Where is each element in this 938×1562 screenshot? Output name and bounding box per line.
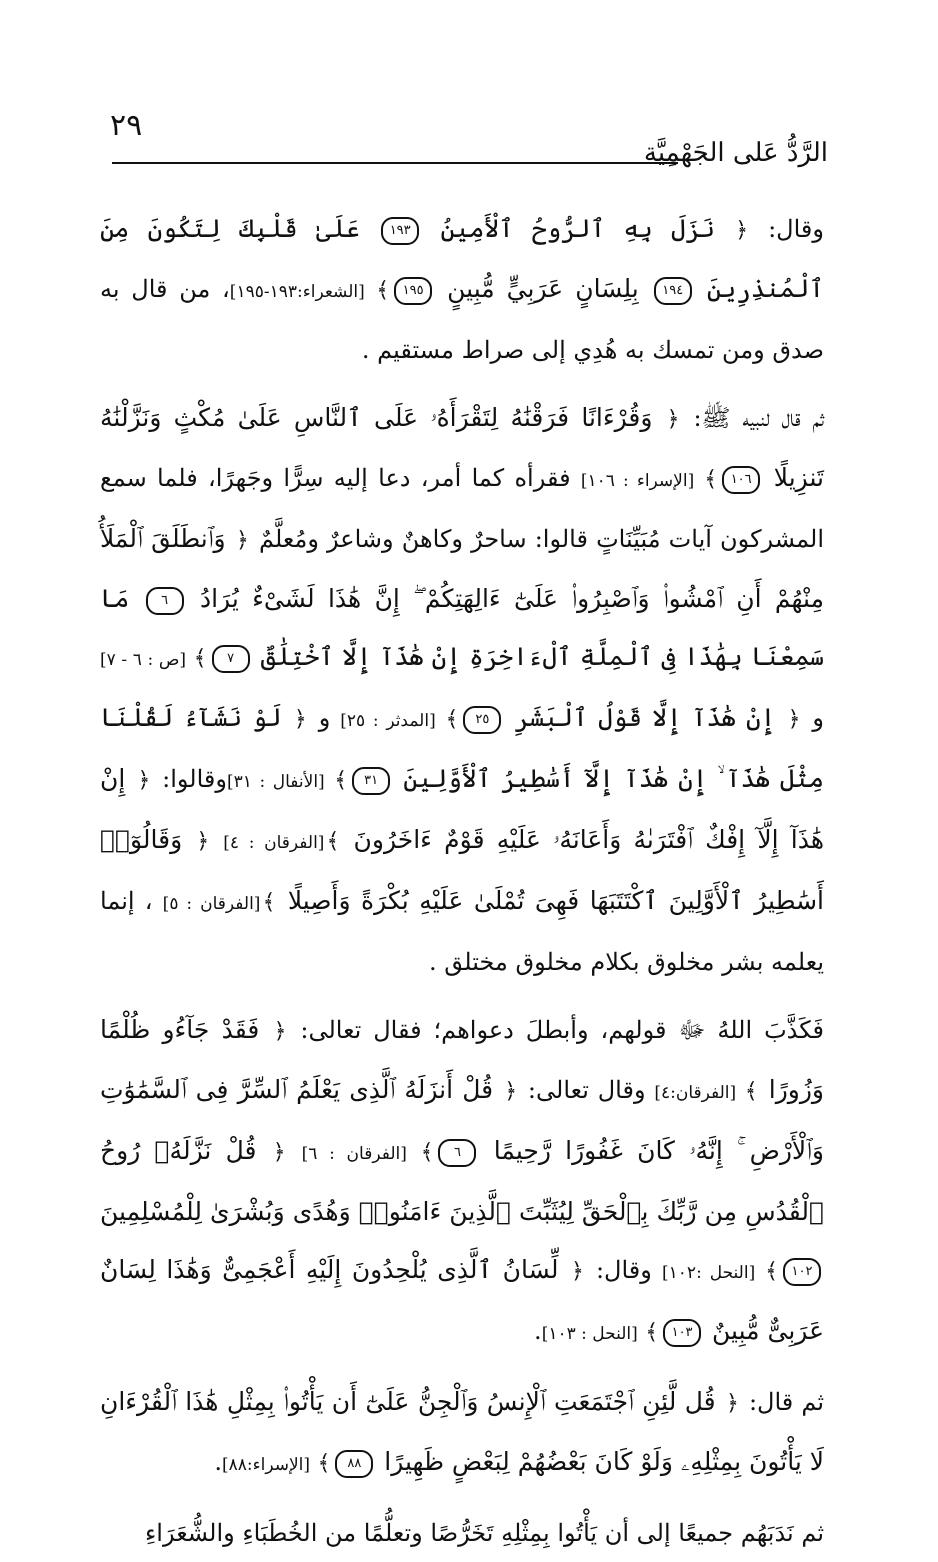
verse-reference: [الأنفال : ٣١]	[226, 772, 333, 792]
ayah-number-marker: ٣١	[352, 767, 390, 795]
prose-text	[288, 1137, 302, 1165]
prose-text: ، من قال به صدق ومن تمسك به هُدِي إلى صراط مستقيم .	[100, 275, 824, 364]
quran-bracket: ﴿	[293, 707, 307, 732]
paragraph-2	[100, 389, 824, 991]
prose-text: وقالوا:	[152, 765, 227, 793]
paragraph-1	[100, 200, 824, 379]
verse-reference: [الفرقان : ٦]	[301, 1144, 419, 1164]
ayah-number-marker: ١٠٣	[663, 1319, 701, 1347]
ayah-number-marker: ٦	[146, 587, 184, 615]
ayah-number-marker: ١٩٤	[654, 277, 692, 305]
quran-verse: قُلْ أَنزَلَهُ ٱلَّذِى يَعْلَمُ ٱلسِّرَّ فِى ٱلسَّمَٰوَٰتِ وَٱلْأَرْضِ ۚ إِنَّهُۥ كَانَ غَفُورًا رَّحِيمًا	[100, 1075, 824, 1165]
prose-text: .	[534, 1317, 542, 1345]
prose-text: ، إنما يعلمه بشر مخلوق بكلام مخلوق مختلق .	[100, 887, 824, 976]
quran-verse: قُلْ نَزَّلَهُۥ رُوحُ ٱلْقُدُسِ مِن رَّبِّكَ بِٱلْحَقِّ لِيُثَبِّتَ ٱلَّذِينَ ءَامَنُوا۟ وَهُدًى وَبُشْرَىٰ لِلْمُسْلِمِينَ	[100, 1136, 824, 1226]
quran-bracket: ﴾	[326, 829, 340, 854]
verse-reference: [المدثر : ٢٥]	[340, 711, 444, 731]
quran-bracket: ﴿	[787, 707, 801, 732]
quran-verse: فَقَدْ جَآءُو ظُلْمًا وَزُورًا	[100, 1015, 825, 1104]
verse-reference: [الفرقان : ٥]	[162, 894, 261, 914]
quran-bracket: ﴿	[726, 1391, 739, 1416]
quran-verse: وَقَالُوٓا۟ أَسَٰطِيرُ ٱلْأَوَّلِينَ ٱكْتَتَبَهَا فَهِىَ تُمْلَىٰ عَلَيْهِ بُكْرَةً وَأَصِيلًا	[100, 825, 824, 915]
ayah-number-marker: ٨٨	[335, 1450, 373, 1478]
quran-verse: إِنْ هَٰذَآ إِلَّآ إِفْكٌ ٱفْتَرَىٰهُ وَأَعَانَهُۥ عَلَيْهِ قَوْمٌ ءَاخَرُونَ	[100, 764, 825, 854]
quran-bracket: ﴿	[272, 1140, 286, 1165]
quran-verse: مَا سَمِعْنَا بِهَٰذَا فِى ٱلْمِلَّةِ ٱلْءَاخِرَةِ إِنْ هَٰذَآ إِلَّا ٱخْتِلَٰقٌ	[100, 584, 825, 671]
paragraph-5	[100, 1504, 824, 1562]
quran-bracket: ﴾	[744, 1079, 758, 1104]
page-number: ٢٩	[110, 108, 143, 143]
verse-reference: [الإسراء:٨٨]	[222, 1455, 316, 1475]
quran-verse: لِّسَانُ ٱلَّذِى يُلْحِدُونَ إِلَيْهِ أَعْجَمِىٌّ وَهَٰذَا لِسَانٌ عَرَبِىٌّ مُّبِينٌ	[100, 1255, 824, 1345]
quran-bracket: ﴿	[235, 528, 249, 553]
quran-bracket: ﴾	[420, 1140, 434, 1165]
prose-text: وقال:	[750, 215, 824, 243]
prose-text: ثم قال:	[740, 1388, 825, 1416]
prose-text: و	[308, 704, 341, 732]
ayah-number-marker: ١٩٥	[394, 277, 432, 305]
prose-text: ثم نَدَبَهُم جميعًا إلى أن يَأْتُوا بِمِثْلِهِ تَخَرُّصًا وتعلُّمًا من الخُطَبَاءِ والشُّعَرَاءِ	[145, 1519, 824, 1547]
prose-text: فَكَذَّبَ اللهُ ﷻ قولهم، وأبطلَ دعواهم؛ فقال تعالى:	[288, 1016, 824, 1044]
quran-bracket: ﴾	[317, 1451, 331, 1476]
prose-text: فقرأه كما أمر، دعا إليه سِرًّا وجَهرًا، فلما سمع المشركون آيات مُبَيِّنَاتٍ قالوا: ساحرٌ وكاهنٌ وشاعرٌ ومُعلَّمٌ	[100, 464, 824, 553]
ayah-number-marker: ٦	[438, 1139, 476, 1167]
verse-reference: [النحل : ١٠٣]	[541, 1324, 644, 1344]
running-header-title: الرَّدُّ عَلى الجَهْمِيَّة	[643, 138, 828, 168]
quran-bracket: ﴾	[445, 707, 459, 732]
header-rule	[112, 162, 678, 164]
quran-verse: قُل لَّئِنِ ٱجْتَمَعَتِ ٱلْإِنسُ وَٱلْجِنُّ عَلَىٰٓ أَن يَأْتُوا۟ بِمِثْلِ هَٰذَا ٱلْقُرْءَانِ لَا يَأْتُونَ بِمِثْلِهِۦ وَلَوْ كَانَ بَعْضُهُمْ لِبَعْضٍ ظَهِيرًا	[100, 1387, 824, 1476]
quran-verse: وَٱنطَلَقَ ٱلْمَلَأُ مِنْهُمْ أَنِ ٱمْشُوا۟ وَٱصْبِرُوا۟ عَلَىٰٓ ءَالِهَتِكُمْ ۖ إِنَّ هَٰذَا لَشَىْءٌ يُرَادُ	[100, 524, 824, 613]
quran-bracket: ﴿	[504, 1079, 518, 1104]
prose-text: وقال:	[585, 1256, 663, 1284]
ayah-number-marker: ١٠٦	[722, 466, 760, 494]
ayah-number-marker: ١٩٣	[381, 217, 419, 245]
prose-text: .	[214, 1448, 222, 1476]
prose-text: و	[802, 704, 824, 732]
quran-bracket: ﴿	[196, 829, 210, 854]
quran-verse: لَوْ نَشَآءُ لَقُلْنَا مِثْلَ هَٰذَآ ۙ إِنْ هَٰذَآ إِلَّآ أَسَٰطِيرُ ٱلْأَوَّلِينَ	[100, 703, 824, 793]
quran-bracket: ﴾	[193, 646, 207, 671]
prose-text	[211, 826, 223, 854]
ayah-number-marker: ٢٥	[463, 706, 501, 734]
quran-bracket: ﴿	[666, 407, 680, 432]
prose-text: ثم قال لنبيه ﷺ:	[681, 404, 824, 432]
prose-text: وقال تعالى:	[519, 1076, 655, 1104]
verse-reference: [الإسراء : ١٠٦]	[580, 471, 703, 491]
ayah-number-marker: ١٠٢	[783, 1258, 821, 1286]
quran-bracket: ﴿	[137, 768, 151, 793]
quran-verse: إِنْ هَٰذَآ إِلَّا قَوْلُ ٱلْبَشَرِ	[504, 703, 786, 732]
quran-bracket: ﴾	[645, 1320, 659, 1345]
quran-bracket: ﴾	[262, 890, 276, 915]
paragraph-3	[100, 1001, 824, 1363]
quran-bracket: ﴾	[765, 1259, 779, 1284]
quran-bracket: ﴿	[570, 1259, 584, 1284]
quran-verse: عَلَىٰ قَلْبِكَ لِتَكُونَ مِنَ ٱلْمُنذِرِينَ	[100, 214, 825, 303]
verse-reference: [النحل :١٠٢]	[662, 1263, 764, 1283]
paragraph-4	[100, 1373, 824, 1494]
quran-verse: بِلِسَانٍ عَرَبِيٍّ مُّبِينٍ	[435, 274, 651, 303]
quran-bracket: ﴿	[273, 1019, 287, 1044]
verse-reference: [الفرقان:٤]	[654, 1083, 743, 1103]
verse-reference: [الفرقان : ٤]	[223, 833, 325, 853]
quran-bracket: ﴾	[704, 467, 718, 492]
quran-bracket: ﴾	[376, 278, 390, 303]
ayah-number-marker: ٧	[212, 645, 250, 673]
quran-bracket: ﴿	[735, 218, 749, 243]
quran-verse: نَزَلَ بِهِ ٱلرُّوحُ ٱلْأَمِينُ	[422, 214, 734, 243]
quran-verse: وَقُرْءَانًا فَرَقْنَٰهُ لِتَقْرَأَهُۥ عَلَى ٱلنَّاسِ عَلَىٰ مُكْثٍ وَنَزَّلْنَٰهُ تَنزِيلًا	[100, 403, 824, 492]
verse-reference: [الشعراء:١٩٣-١٩٥]	[229, 282, 375, 302]
verse-reference: [ص : ٦ - ٧]	[100, 650, 192, 670]
quran-bracket: ﴾	[334, 768, 348, 793]
body-text	[100, 200, 824, 1562]
